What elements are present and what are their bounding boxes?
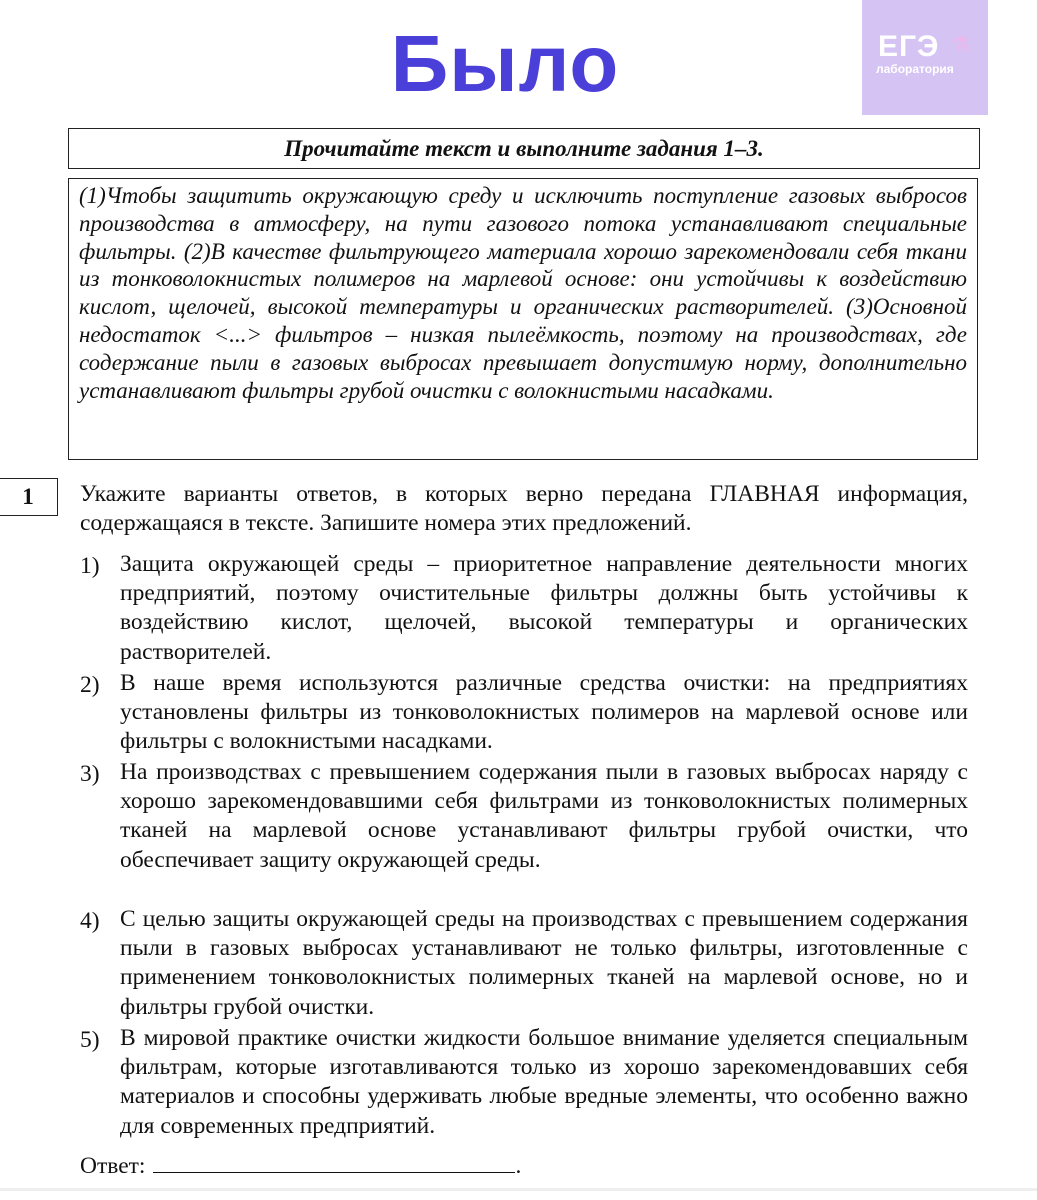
answer-option	[80, 1024, 968, 1141]
page-divider	[0, 1188, 1037, 1191]
answer-option	[80, 905, 968, 1022]
answer-option	[80, 550, 968, 667]
ege-lab-logo	[862, 0, 988, 115]
instruction-header: Прочитайте текст и выполните задания 1–3.	[68, 128, 980, 169]
answer-option	[80, 758, 968, 875]
logo-subtext: лаборатория	[876, 62, 954, 76]
option-text: С целью защиты окружающей среды на производствах с превышением содержания пыли в газовых выбросах устанавливают не только фильтры, изготовленные с применением тонковолокнистых полимерных тканей на марлевой основе, но и фильтры грубой очистки.	[120, 906, 968, 1020]
answer-option	[80, 669, 968, 757]
option-number: 3)	[80, 761, 100, 787]
task-number: 1	[0, 478, 58, 516]
answer-blank[interactable]	[153, 1150, 515, 1173]
option-number: 1)	[80, 553, 100, 579]
option-text: В мировой практике очистки жидкости большое внимание уделяется специальным фильтрам, которые изготавливаются только из хорошо зарекомендовавших себя материалов и способны удерживать любые вредные элементы, что особенно важно для современных предприятий.	[120, 1025, 968, 1139]
task-question: Укажите варианты ответов, в которых верно передана ГЛАВНАЯ информация, содержащаяся в тексте. Запишите номера этих предложений.	[80, 481, 968, 536]
page-title: Было	[390, 19, 620, 108]
option-number: 4)	[80, 908, 100, 934]
reading-passage: (1)Чтобы защитить окружающую среду и исключить поступление газовых выбросов производства в атмосферу, на пути газового потока устанавливают специальные фильтры. (2)В качестве фильтрующего материала хорошо зарекомендовали себя ткани из тонковолокнистых полимеров на марлевой основе: они устойчивы к воздействию кислот, щелочей, высокой температуры и органических растворителей. (3)Основной недостаток <...> фильтров – низкая пылеёмкость, поэтому на производствах, где содержание пыли в газовых выбросах превышает допустимую норму, дополнительно устанавливают фильтры грубой очистки с волокнистыми насадками.	[68, 178, 978, 460]
answer-label: Ответ:	[80, 1153, 146, 1179]
option-text: Защита окружающей среды – приоритетное направление деятельности многих предприятий, поэтому очистительные фильтры должны быть устойчивы к воздействию кислот, щелочей, высокой температуры и органических растворителей.	[120, 551, 968, 665]
option-text: На производствах с превышением содержания пыли в газовых выбросах наряду с хорошо зарекомендовавшими себя фильтрами из тонковолокнистых полимерных тканей на марлевой основе устанавливают фильтры грубой очистки, что обеспечивает защиту окружающей среды.	[120, 759, 968, 873]
option-text: В наше время используются различные средства очистки: на предприятиях установлены фильтры из тонковолокнистых полимеров на марлевой основе или фильтры с волокнистыми насадками.	[120, 670, 968, 755]
logo-text: ЕГЭ	[878, 30, 940, 63]
option-number: 2)	[80, 672, 100, 698]
answer-end: .	[515, 1153, 522, 1179]
answer-row	[80, 1150, 521, 1180]
option-number: 5)	[80, 1027, 100, 1053]
flask-icon: ⚗	[952, 34, 970, 56]
